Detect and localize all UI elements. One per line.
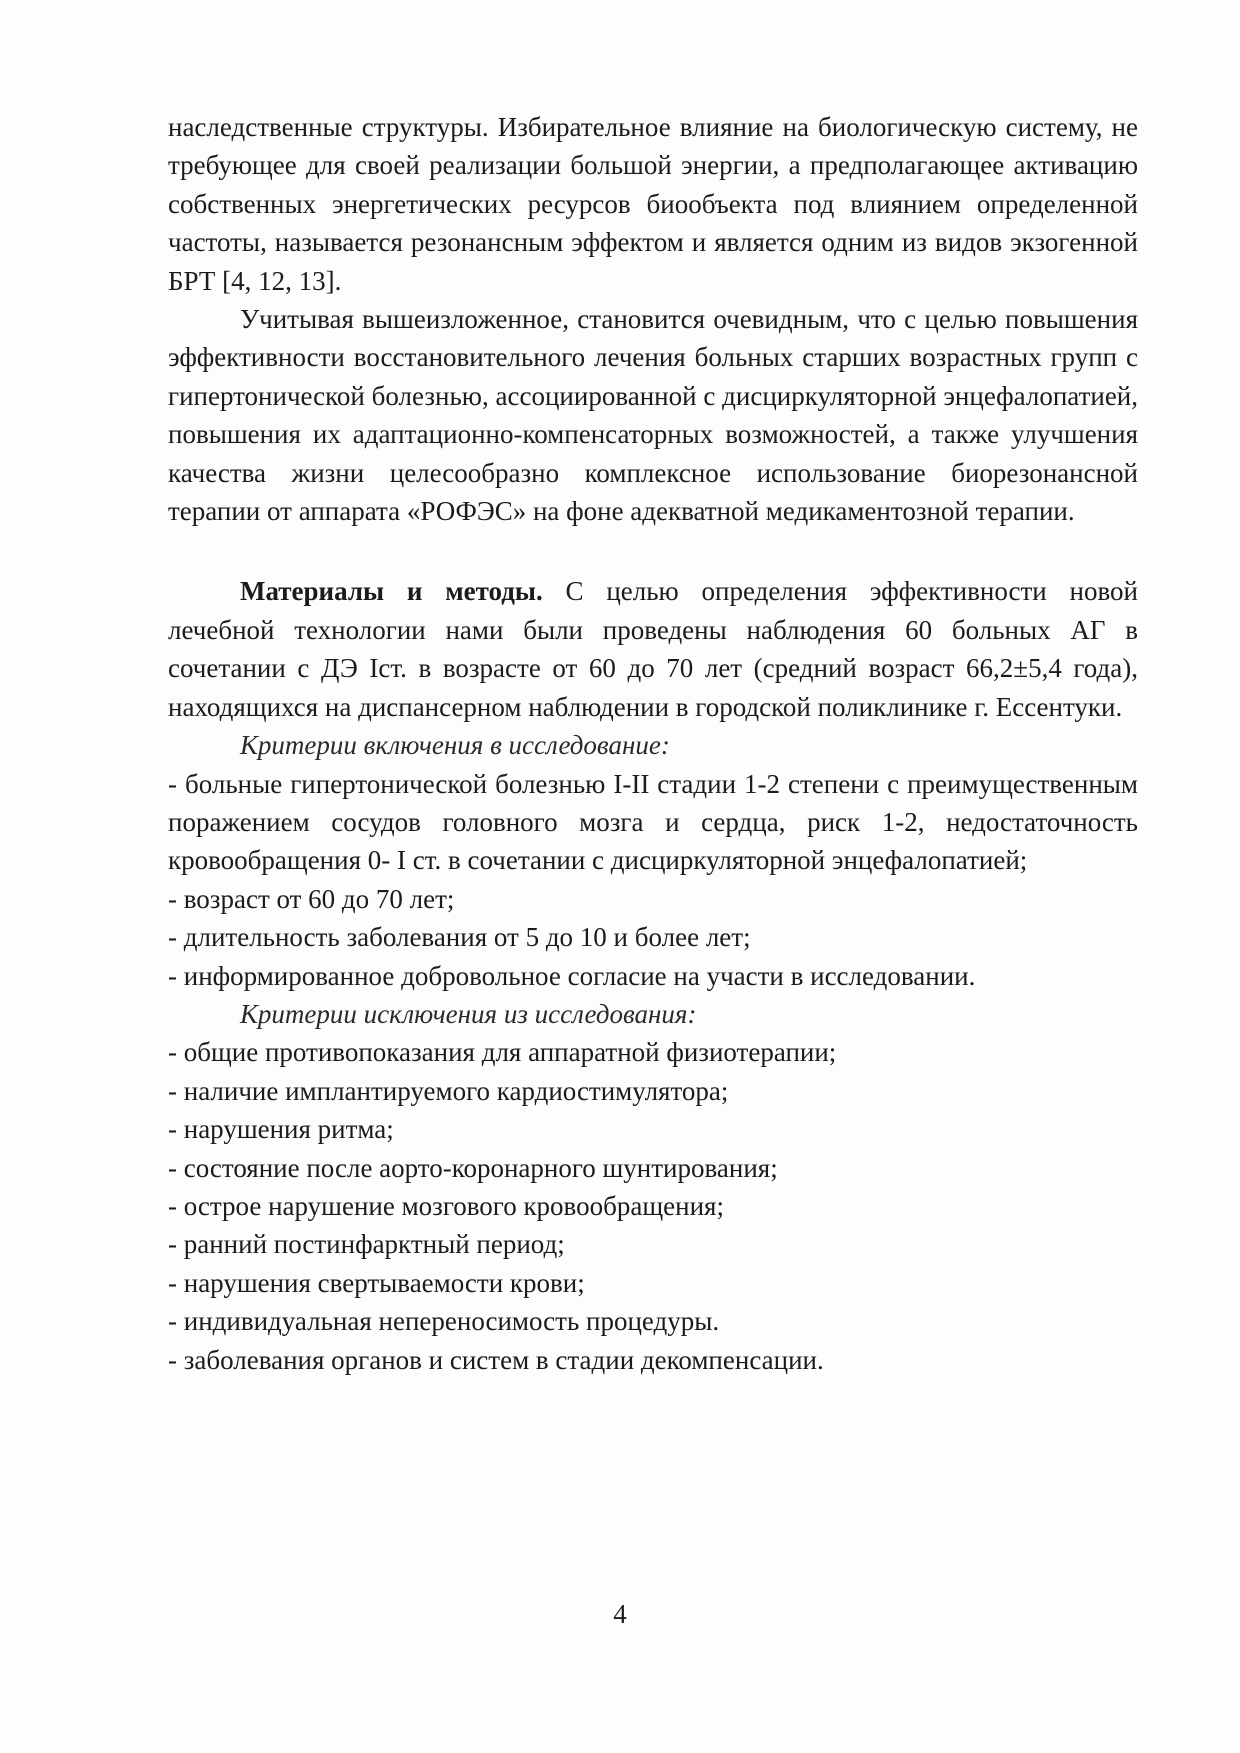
exclusion-item: - наличие имплантируемого кардиостимулятора; — [168, 1075, 729, 1106]
paragraph-gap — [168, 530, 1138, 572]
exclusion-item: - ранний постинфарктный период; — [168, 1229, 565, 1260]
inclusion-item: - длительность заболевания от 5 до 10 и более лет; — [168, 922, 751, 953]
page-number: 4 — [613, 1599, 627, 1629]
exclusion-item: - индивидуальная непереносимость процедуры. — [168, 1306, 720, 1337]
exclusion-item: - нарушения ритма; — [168, 1114, 394, 1145]
body-text — [168, 108, 1138, 1379]
inclusion-item: - информированное добровольное согласие на участи в исследовании. — [168, 960, 976, 991]
exclusion-item: - состояние после аорто-коронарного шунтирования; — [168, 1152, 778, 1183]
exclusion-item: - общие противопоказания для аппаратной физиотерапии; — [168, 1037, 837, 1068]
exclusion-item: - заболевания органов и систем в стадии декомпенсации. — [168, 1344, 824, 1375]
inclusion-item: - больные гипертонической болезнью I-II стадии 1-2 степени с преимущественным поражением сосудов головного мозга и сердца, риск 1-2, недостаточность кровообращения 0- I ст. в сочетании с дисциркуляторной энцефалопатией; — [168, 768, 1138, 876]
paragraph-continuation: наследственные структуры. Избирательное влияние на биологическую систему, не требующее для своей реализации большой энергии, а предполагающее активацию собственных энергетических ресурсов биообъекта под влиянием определенной частоты, называется резонансным эффектом и является одним из видов экзогенной БРТ [4, 12, 13]. — [168, 112, 1138, 296]
inclusion-item: - возраст от 60 до 70 лет; — [168, 883, 455, 914]
inclusion-heading: Критерии включения в исследование: — [240, 730, 670, 761]
methods-text: С целью определения эффективности новой лечебной технологии нами были проведены наблюдения 60 больных АГ в сочетании с ДЭ Iст. в возрасте от 60 до 70 лет (средний возраст 66,2±5,4 года), находящихся на диспансерном наблюдении в городской поликлинике г. Ессентуки. — [168, 576, 1138, 722]
exclusion-item: - нарушения свертываемости крови; — [168, 1267, 585, 1298]
paragraph-methods — [168, 572, 1138, 726]
exclusion-heading: Критерии исключения из исследования: — [240, 998, 697, 1029]
methods-heading: Материалы и методы. — [240, 576, 543, 607]
exclusion-item: - острое нарушение мозгового кровообращения; — [168, 1190, 724, 1221]
paragraph-conclusion: Учитывая вышеизложенное, становится очевидным, что с целью повышения эффективности восстановительного лечения больных старших возрастных групп с гипертонической болезнью, ассоциированной с дисциркуляторной энцефалопатией, повышения их адаптационно-компенсаторных возможностей, а также улучшения качества жизни целесообразно комплексное использование биорезонансной терапии от аппарата «РОФЭС» на фоне адекватной медикаментозной терапии. — [168, 304, 1138, 527]
